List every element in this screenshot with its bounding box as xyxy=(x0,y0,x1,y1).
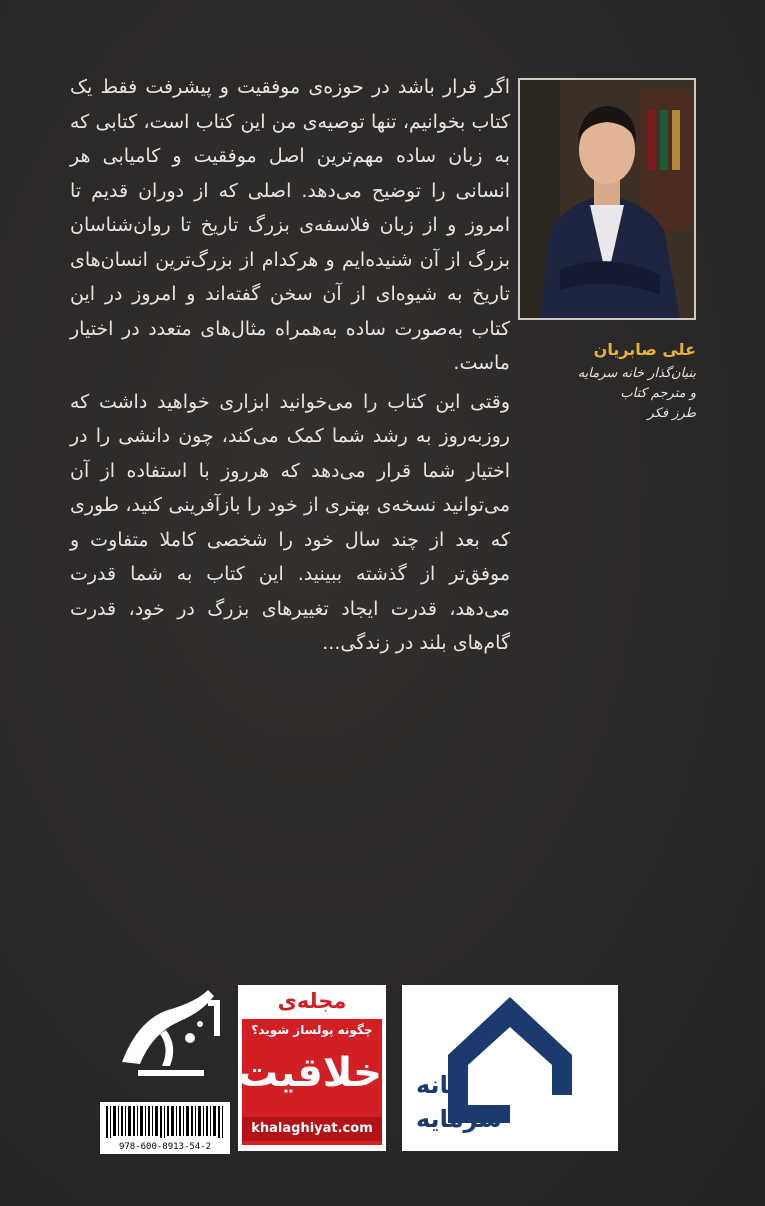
publisher-calligraphy-icon xyxy=(108,980,228,1080)
isbn-barcode xyxy=(100,1102,230,1154)
negah-novin-publisher-logo xyxy=(108,980,228,1080)
magazine-url: khalaghiyat.com xyxy=(242,1117,382,1141)
author-photo xyxy=(518,78,696,320)
barcode-bars-icon xyxy=(100,1102,230,1142)
magazine-red-panel xyxy=(237,1019,382,1145)
logo-word-sarmayeh: سرمایه xyxy=(416,1105,502,1133)
khalaghiyat-magazine-logo xyxy=(238,985,386,1151)
author-portrait-illustration xyxy=(520,80,694,318)
author-role xyxy=(520,364,696,424)
author-role-line-2: و مترجم کتاب xyxy=(620,386,696,401)
blurb-paragraph-2: وقتی این کتاب را می‌خوانید ابزاری خواهید داشت که روزبه‌روز به رشد شما کمک می‌کند، چون دانشی را در اختیار شما قرار می‌دهد که هرروز با استفاده از آن می‌توانید نسخه‌ی بهتری از خود را بازآفرینی کنید، طوری که بعد از چند سال خود را شخصی کاملا متفاوت و موفق‌تر از گذشته ببینید. این کتاب به شما قدرت می‌دهد، قدرت ایجاد تغییرهای بزرگ در خود، قدرت گام‌های بلند در زندگی... xyxy=(70,390,510,654)
blurb-paragraph-1: اگر قرار باشد در حوزه‌ی موفقیت و پیشرفت فقط یک کتاب بخوانیم، تنها توصیه‌ی من این کتاب است، کتابی که به زبان ساده مهم‌ترین اصل موفقیت و کامیابی هر انسانی را توضیح می‌دهد. اصلی که از دوران قدیم تا امروز و از زبان فلاسفه‌ی بزرگ تاریخ تا روان‌شناسان بزرگ از آن شنیده‌ایم و هرکدام از بزرگ‌ترین انسان‌های تاریخ به شیوه‌ای از آن سخن گفته‌اند و امروز در این کتاب به‌صورت ساده به‌همراه مثال‌های متعدد در اختیار ماست. xyxy=(70,76,510,374)
magazine-name: خلاقیت xyxy=(237,1050,382,1096)
khaneh-sarmayeh-logo xyxy=(402,985,618,1151)
isbn-number: 978-600-8913-54-2 xyxy=(118,1142,212,1152)
blurb-text xyxy=(70,70,510,665)
author-role-line-3: طرز فکر xyxy=(647,406,696,421)
magazine-title: مجله‌ی xyxy=(277,989,347,1013)
author-name: علی صابریان xyxy=(593,340,696,359)
logo-word-khaneh: خانه xyxy=(416,1071,466,1099)
author-role-line-1: بنیان‌گذار خانه سرمایه xyxy=(577,366,696,381)
magazine-subtitle: چگونه پولساز شوید؟ xyxy=(251,1023,373,1037)
